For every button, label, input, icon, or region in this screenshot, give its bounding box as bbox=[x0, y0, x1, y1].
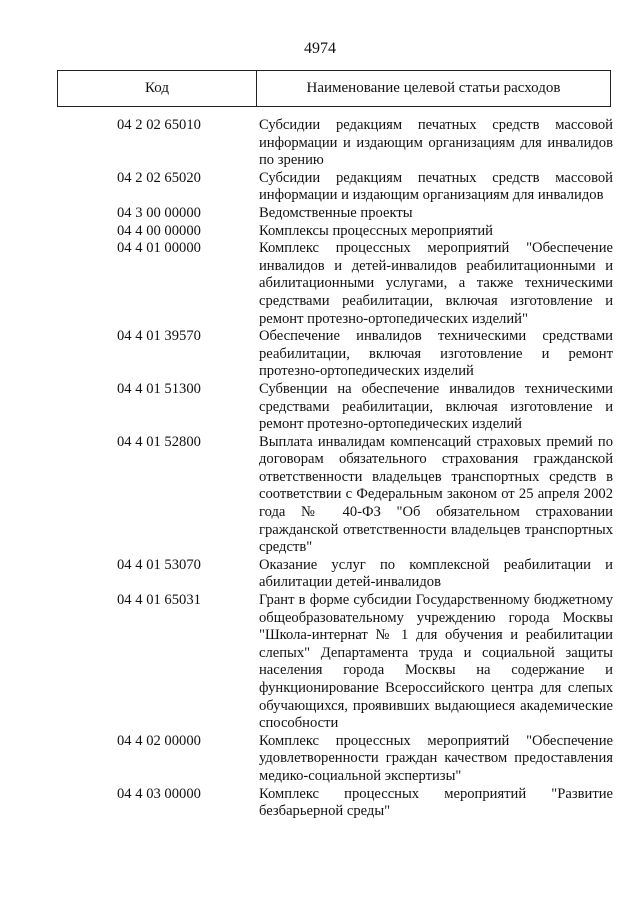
table-header bbox=[57, 70, 611, 107]
row-code: 04 4 01 00000 bbox=[117, 240, 201, 257]
table-row bbox=[57, 434, 613, 557]
table-row bbox=[57, 117, 613, 170]
row-description: Субвенции на обеспечение инвалидов техническими средствами реабилитации, включая изготовление и ремонт протезно-ортопедических изделий bbox=[259, 380, 613, 433]
row-code: 04 4 00 00000 bbox=[117, 222, 201, 239]
row-code: 04 3 00 00000 bbox=[117, 204, 201, 221]
row-code: 04 4 01 39570 bbox=[117, 328, 201, 345]
row-description: Комплекс процессных мероприятий "Развитие безбарьерной среды" bbox=[259, 785, 613, 820]
table-row bbox=[57, 786, 613, 821]
table-row bbox=[57, 205, 613, 223]
row-description: Оказание услуг по комплексной реабилитации и абилитации детей-инвалидов bbox=[259, 556, 613, 591]
row-code: 04 4 01 51300 bbox=[117, 380, 201, 397]
table-row bbox=[57, 223, 613, 241]
row-code: 04 4 01 65031 bbox=[117, 592, 201, 609]
row-description: Ведомственные проекты bbox=[259, 204, 413, 221]
row-code: 04 4 03 00000 bbox=[117, 785, 201, 802]
row-code: 04 2 02 65010 bbox=[117, 117, 201, 133]
table-row bbox=[57, 592, 613, 733]
row-description: Субсидии редакциям печатных средств массовой информации и издающим организациям для инвалидов по зрению bbox=[259, 117, 613, 169]
header-name-cell: Наименование целевой статьи расходов bbox=[306, 80, 561, 96]
table-row bbox=[57, 328, 613, 381]
row-description: Комплекс процессных мероприятий "Обеспечение инвалидов и детей-инвалидов реабилитационными и абилитационными услугами, а также техническими средствами реабилитации, включая изготовление и ремонт протезно-ортопедических изделий" bbox=[259, 240, 613, 327]
row-description: Обеспечение инвалидов техническими средствами реабилитации, включая изготовление и ремонт протезно-ортопедических изделий bbox=[259, 328, 613, 380]
table-body bbox=[57, 117, 613, 821]
row-description: Грант в форме субсидии Государственному бюджетному общеобразовательному учреждению города Москвы "Школа-интернат № 1 для обучения и реабилитации слепых" Департамента труда и социальной защиты населения города Москвы на содержание и функционирование Всероссийского центра для слепых обучающихся, проявивших выдающиеся академические способности bbox=[259, 592, 613, 732]
row-description: Выплата инвалидам компенсаций страховых премий по договорам обязательного страхования гражданской ответственности владельцев транспортных средств в соответствии с Федеральным законом от 25 апреля 2002 года № 40-ФЗ "Об обязательном страховании гражданской ответственности владельцев транспортных средств" bbox=[259, 433, 613, 556]
table-row bbox=[57, 240, 613, 328]
page-number: 4974 bbox=[304, 40, 336, 57]
table-row bbox=[57, 381, 613, 434]
row-description: Комплекс процессных мероприятий "Обеспечение удовлетворенности граждан качеством предоставления медико-социальной экспертизы" bbox=[259, 732, 613, 784]
row-code: 04 4 02 00000 bbox=[117, 732, 201, 749]
table-row bbox=[57, 557, 613, 592]
row-description: Комплексы процессных мероприятий bbox=[259, 222, 493, 239]
table-row bbox=[57, 170, 613, 205]
row-code: 04 4 01 52800 bbox=[117, 433, 201, 450]
header-code-cell: Код bbox=[58, 71, 257, 106]
row-code: 04 4 01 53070 bbox=[117, 556, 201, 573]
row-description: Субсидии редакциям печатных средств массовой информации и издающим организациям для инвалидов bbox=[259, 169, 613, 204]
row-code: 04 2 02 65020 bbox=[117, 169, 201, 186]
table-row bbox=[57, 733, 613, 786]
